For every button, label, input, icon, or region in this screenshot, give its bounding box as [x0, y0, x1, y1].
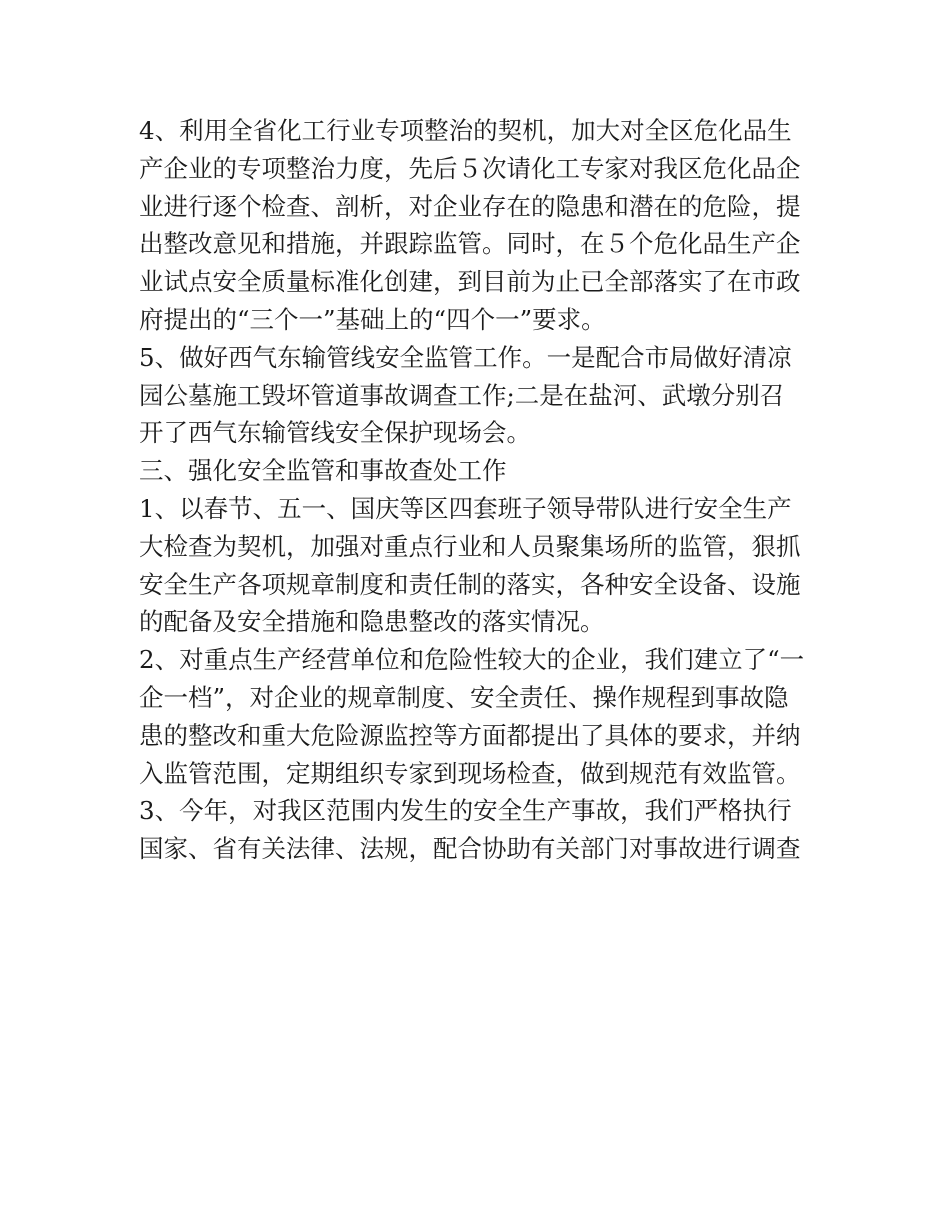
text-line-16: 企一档”，对企业的规章制度、安全责任、操作规程到事故隐	[139, 682, 789, 712]
text-line-14: 的配备及安全措施和隐患整改的落实情况。	[139, 607, 605, 637]
section-heading: 三、强化安全监管和事故查处工作	[139, 456, 507, 486]
text-line-1: 4、利用全省化工行业专项整治的契机，加大对全区危化品生	[139, 116, 792, 145]
text-line-8: 园公墓施工毁坏管道事故调查工作;二是在盐河、武墩分别召	[139, 380, 785, 410]
text-line-15: 2、对重点生产经营单位和危险性较大的企业，我们建立了“一	[139, 645, 805, 675]
text-line-2: 产企业的专项整治力度，先后５次请化工专家对我区危化品企	[139, 153, 801, 183]
text-line-5: 业试点安全质量标准化创建，到目前为止已全部落实了在市政	[139, 267, 801, 297]
text-line-6: 府提出的“三个一”基础上的“四个一”要求。	[139, 304, 606, 334]
text-line-17: 患的整改和重大危险源监控等方面都提出了具体的要求，并纳	[139, 720, 801, 750]
text-line-19: 3、今年，对我区范围内发生的安全生产事故，我们严格执行	[139, 796, 792, 826]
text-line-3: 业进行逐个检查、剖析，对企业存在的隐患和潜在的危险，提	[139, 191, 801, 221]
text-line-12: 大检查为契机，加强对重点行业和人员聚集场所的监管，狠抓	[139, 531, 801, 561]
text-line-9: 开了西气东输管线安全保护现场会。	[139, 418, 531, 448]
text-line-13: 安全生产各项规章制度和责任制的落实，各种安全设备、设施	[139, 569, 801, 599]
text-line-20: 国家、省有关法律、法规，配合协助有关部门对事故进行调查	[139, 834, 801, 864]
document-body	[139, 112, 829, 868]
text-line-18: 入监管范围，定期组织专家到现场检查，做到规范有效监管。	[139, 758, 801, 788]
text-line-11: 1、以春节、五一、国庆等区四套班子领导带队进行安全生产	[139, 493, 792, 523]
text-line-7: 5、做好西气东输管线安全监管工作。一是配合市局做好清凉	[139, 342, 792, 372]
text-line-4: 出整改意见和措施，并跟踪监管。同时，在５个危化品生产企	[139, 229, 801, 259]
